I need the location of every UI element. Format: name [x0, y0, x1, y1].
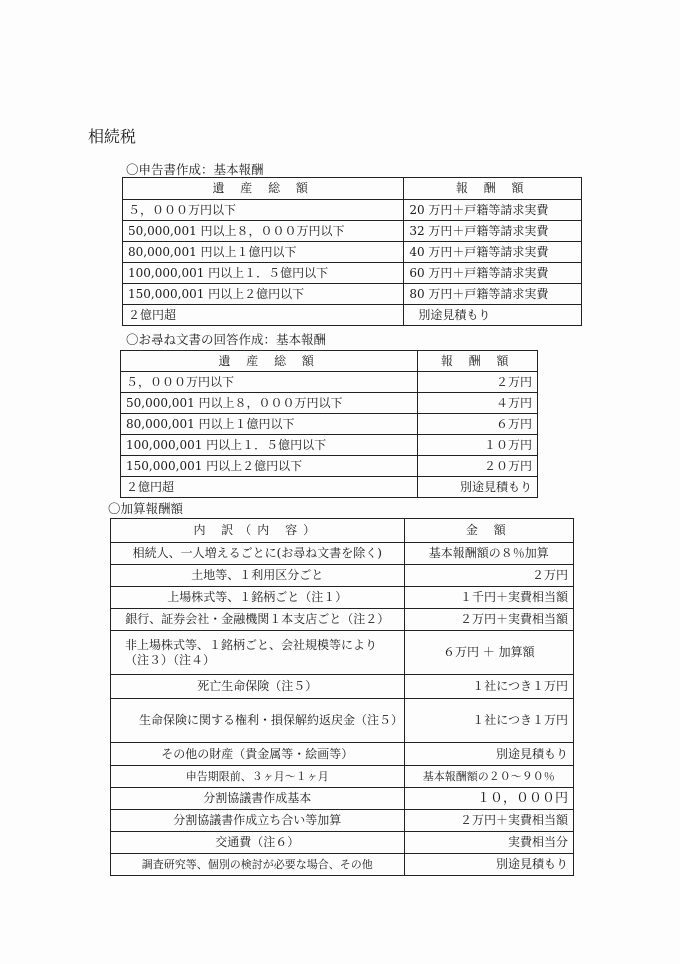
item-cell: 交通費（注６）: [111, 832, 405, 854]
table-row: [121, 372, 538, 393]
amount-cell: ２万円＋実費相当額: [404, 810, 573, 832]
range-cell: 150,000,001 円以上２億円以下: [123, 284, 404, 305]
fee-cell: 40 万円＋戸籍等請求実費: [404, 242, 582, 263]
amount-cell: １社につき１万円: [404, 699, 573, 743]
range-cell: 50,000,001 円以上８，０００万円以下: [123, 221, 404, 242]
table-row: [111, 543, 574, 565]
item-cell: 上場株式等、１銘柄ごと（注１）: [111, 587, 405, 609]
table-header-row: [123, 178, 582, 200]
fee-cell: 32 万円＋戸籍等請求実費: [404, 221, 582, 242]
amount-cell: 実費相当分: [404, 832, 573, 854]
page-title: 相続税: [88, 127, 137, 146]
fee-cell: ６万円: [418, 414, 538, 435]
table-row: [123, 305, 582, 326]
inquiry-table: [120, 350, 538, 498]
additional-table: [110, 518, 574, 876]
table-header-row: [111, 519, 574, 543]
table-row: [123, 263, 582, 284]
amount-cell: １０，０００円: [404, 788, 573, 810]
table-row: [121, 435, 538, 456]
amount-cell: 基本報酬額の２０～９０％: [404, 766, 573, 788]
range-cell: ２億円超: [123, 305, 404, 326]
table-row: [111, 832, 574, 854]
item-cell: 土地等、１利用区分ごと: [111, 565, 405, 587]
item-cell: その他の財産（貴金属等・絵画等）: [111, 743, 405, 766]
table-row: [123, 284, 582, 305]
table-row: [111, 675, 574, 699]
range-cell: 50,000,001 円以上８，０００万円以下: [121, 393, 418, 414]
amount-cell: 基本報酬額の８％加算: [404, 543, 573, 565]
amount-cell: １千円＋実費相当額: [404, 587, 573, 609]
item-cell: 分割協議書作成基本: [111, 788, 405, 810]
fee-cell: ２万円: [418, 372, 538, 393]
col-estate-total: 遺 産 総 額: [123, 178, 404, 200]
amount-cell: 別途見積もり: [404, 743, 573, 766]
item-cell: 申告期限前、３ヶ月～１ヶ月: [111, 766, 405, 788]
range-cell: 100,000,001 円以上１．５億円以下: [121, 435, 418, 456]
col-fee: 報 酬 額: [418, 351, 538, 372]
table-row: [111, 788, 574, 810]
range-cell: ５，０００万円以下: [123, 200, 404, 221]
range-cell: 100,000,001 円以上１．５億円以下: [123, 263, 404, 284]
table-row: [121, 456, 538, 477]
table-row: [111, 766, 574, 788]
fee-cell: 別途見積もり: [404, 305, 582, 326]
item-cell: 死亡生命保険（注５）: [111, 675, 405, 699]
additional-heading: 〇加算報酬額: [108, 501, 184, 516]
item-cell: 生命保険に関する権利・損保解約返戻金（注５）: [111, 699, 405, 743]
col-amount: 金 額: [404, 519, 573, 543]
item-cell: 調査研究等、個別の検討が必要な場合、その他: [111, 854, 405, 876]
item-cell: 分割協議書作成立ち合い等加算: [111, 810, 405, 832]
table-row: [111, 743, 574, 766]
table-row: [123, 221, 582, 242]
inquiry-heading: 〇お尋ね文書の回答作成：基本報酬: [126, 332, 327, 347]
col-estate-total: 遺 産 総 額: [121, 351, 418, 372]
filing-table: [122, 177, 582, 326]
table-row: [111, 854, 574, 876]
fee-cell: ２０万円: [418, 456, 538, 477]
table-row: [111, 699, 574, 743]
fee-cell: 別途見積もり: [418, 477, 538, 498]
range-cell: 80,000,001 円以上１億円以下: [121, 414, 418, 435]
amount-cell: ２万円: [404, 565, 573, 587]
item-cell: 非上場株式等、１銘柄ごと、会社規模等により（注３）（注４）: [111, 631, 405, 675]
range-cell: ２億円超: [121, 477, 418, 498]
amount-cell: ６万円 ＋ 加算額: [404, 631, 573, 675]
table-row: [123, 200, 582, 221]
fee-cell: ４万円: [418, 393, 538, 414]
table-row: [121, 477, 538, 498]
table-row: [111, 631, 574, 675]
col-fee: 報 酬 額: [404, 178, 582, 200]
fee-cell: 60 万円＋戸籍等請求実費: [404, 263, 582, 284]
item-cell: 相続人、一人増えるごとに(お尋ね文書を除く): [111, 543, 405, 565]
range-cell: 150,000,001 円以上２億円以下: [121, 456, 418, 477]
filing-heading: 〇申告書作成：基本報酬: [126, 162, 264, 177]
table-row: [111, 609, 574, 631]
table-row: [111, 810, 574, 832]
table-row: [111, 587, 574, 609]
range-cell: 80,000,001 円以上１億円以下: [123, 242, 404, 263]
table-row: [111, 565, 574, 587]
amount-cell: ２万円＋実費相当額: [404, 609, 573, 631]
col-breakdown: 内 訳（内 容）: [111, 519, 405, 543]
table-row: [121, 393, 538, 414]
table-row: [123, 242, 582, 263]
fee-cell: 80 万円＋戸籍等請求実費: [404, 284, 582, 305]
amount-cell: １社につき１万円: [404, 675, 573, 699]
amount-cell: 別途見積もり: [404, 854, 573, 876]
item-cell: 銀行、証券会社・金融機関１本支店ごと（注２）: [111, 609, 405, 631]
range-cell: ５，０００万円以下: [121, 372, 418, 393]
fee-cell: 20 万円＋戸籍等請求実費: [404, 200, 582, 221]
table-header-row: [121, 351, 538, 372]
table-row: [121, 414, 538, 435]
fee-cell: １０万円: [418, 435, 538, 456]
